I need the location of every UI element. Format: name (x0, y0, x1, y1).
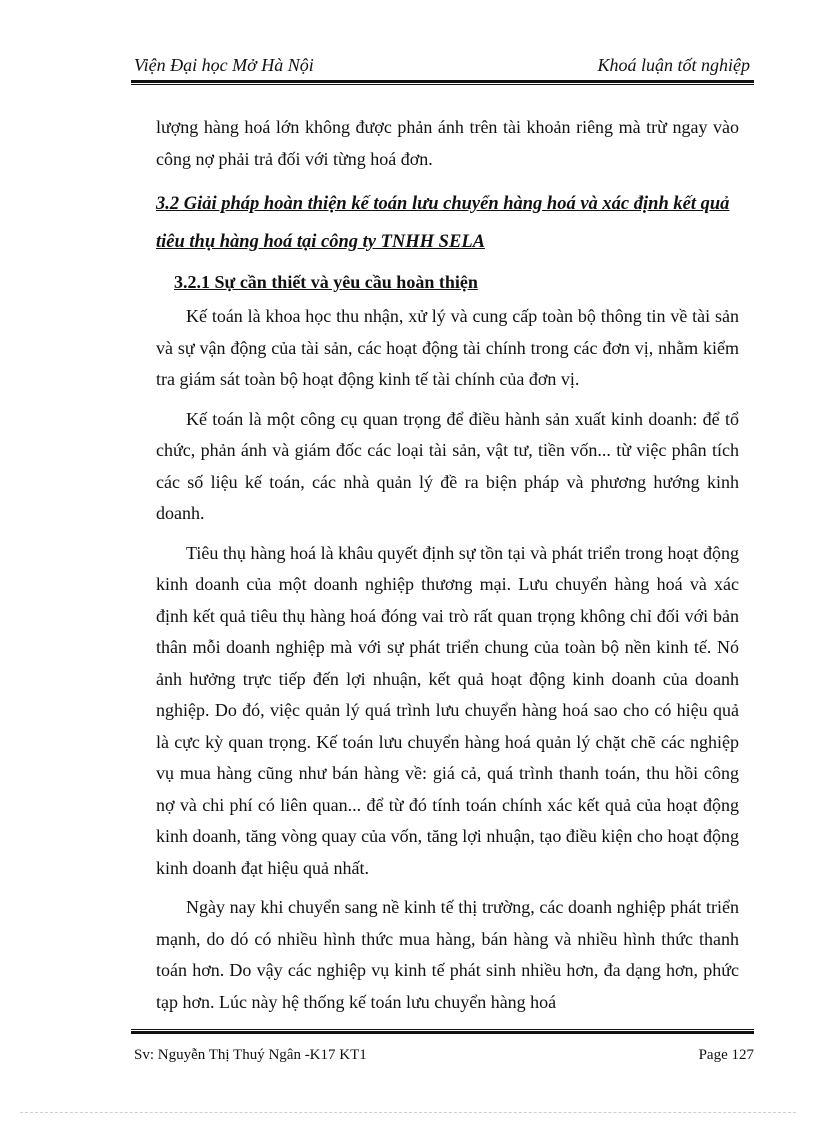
subsection-heading: 3.2.1 Sự cần thiết và yêu cầu hoàn thiện (174, 272, 478, 292)
page-content (156, 112, 739, 1018)
paragraph: Kế toán là một công cụ quan trọng để điều hành sản xuất kinh doanh: để tổ chức, phản ánh và giám đốc các loại tài sản, vật tư, tiền vốn... từ việc phân tích các số liệu kế toán, các nhà quản lý đề ra biện pháp và phương hướng kinh doanh. (156, 408, 739, 523)
page-edge (20, 1112, 796, 1113)
paragraph-continuation: lượng hàng hoá lớn không được phản ánh trên tài khoản riêng mà trừ ngay vào công nợ phải trả đối với từng hoá đơn. (156, 117, 739, 169)
institution-name: Viện Đại học Mở Hà Nội (134, 55, 314, 75)
page-number: Page 127 (698, 1047, 754, 1063)
paragraph: Tiêu thụ hàng hoá là khâu quyết định sự tồn tại và phát triển trong hoạt động kinh doanh của một doanh nghiệp thương mại. Lưu chuyển hàng hoá và xác định kết quả tiêu thụ hàng hoá đóng vai trò rất quan trọng không chỉ đối với bản thân mỗi doanh nghiệp mà với sự phát triển chung của toàn bộ nền kinh tế. Nó ảnh hưởng trực tiếp đến lợi nhuận, kết quả hoạt động kinh doanh của doanh nghiệp. Do đó, việc quản lý quá trình lưu chuyển hàng hoá sao cho có hiệu quả là cực kỳ quan trọng. Kế toán lưu chuyển hàng hoá quản lý chặt chẽ các nghiệp vụ mua hàng cũng như bán hàng về: giá cả, quá trình thanh toán, thu hồi công nợ và chi phí có liên quan... để từ đó tính toán chính xác kết quả của hoạt động kinh doanh, tăng vòng quay của vốn, tăng lợi nhuận, tạo điều kiện cho hoạt động kinh doanh đạt hiệu quả nhất. (156, 542, 739, 878)
footer-divider (131, 1029, 754, 1035)
page-footer (134, 1047, 754, 1069)
header-divider (131, 80, 754, 86)
student-name: Sv: Nguyễn Thị Thuý Ngân -K17 KT1 (134, 1047, 367, 1063)
paragraph: Kế toán là khoa học thu nhận, xử lý và cung cấp toàn bộ thông tin về tài sản và sự vận động của tài sản, các hoạt động tài chính trong các đơn vị, nhằm kiểm tra giám sát toàn bộ hoạt động kinh tế tài chính của đơn vị. (156, 306, 739, 389)
page-header (134, 55, 750, 79)
document-type: Khoá luận tốt nghiệp (597, 55, 750, 75)
paragraph: Ngày nay khi chuyển sang nề kinh tế thị trường, các doanh nghiệp phát triển mạnh, do dó có nhiều hình thức mua hàng, bán hàng và nhiều hình thức thanh toán hơn. Do vậy các nghiệp vụ kinh tế phát sinh nhiều hơn, đa dạng hơn, phức tạp hơn. Lúc này hệ thống kế toán lưu chuyển hàng hoá (156, 897, 739, 1012)
section-heading: 3.2 Giải pháp hoàn thiện kế toán lưu chuyển hàng hoá và xác định kết quả tiêu thụ hàng hoá tại công ty TNHH SELA (156, 194, 730, 252)
